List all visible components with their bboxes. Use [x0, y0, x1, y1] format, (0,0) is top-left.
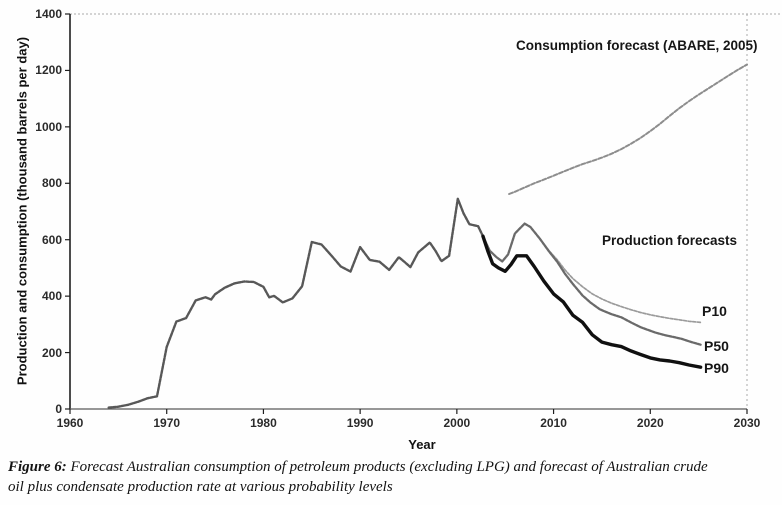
p90-series-label: P90 — [704, 360, 729, 376]
y-tick-label: 400 — [41, 289, 62, 304]
y-tick-label: 800 — [41, 176, 62, 191]
y-tick-label: 1200 — [35, 63, 62, 78]
x-tick-label: 1960 — [56, 416, 84, 430]
x-axis-title: Year — [408, 437, 436, 452]
consumption-forecast-annotation: Consumption forecast (ABARE, 2005) — [516, 38, 758, 53]
production-forecasts-annotation: Production forecasts — [602, 233, 738, 248]
x-tick-label: 2020 — [636, 416, 664, 430]
p50-series-label: P50 — [704, 338, 729, 354]
figure-caption-line1: Forecast Australian consumption of petroleum products (excluding LPG) and forecast of Australian crude — [70, 459, 708, 475]
y-tick-label: 1000 — [35, 119, 62, 134]
series-consumption_forecast-line — [509, 65, 747, 195]
x-tick-label: 2030 — [733, 416, 761, 430]
y-tick-label: 0 — [55, 402, 62, 416]
y-tick-label: 600 — [41, 232, 62, 247]
y-tick-label: 200 — [41, 345, 62, 360]
x-tick-label: 1970 — [153, 416, 181, 430]
series-p90-line — [483, 236, 701, 367]
figure-caption-line2: oil plus condensate production rate at various probability levels — [8, 478, 393, 495]
x-tick-label: 1990 — [346, 416, 374, 430]
y-tick-label: 1400 — [35, 7, 62, 21]
x-tick-label: 1980 — [250, 416, 277, 430]
figure-caption-number: Figure 6: — [8, 459, 71, 475]
x-tick-label: 2000 — [443, 416, 471, 430]
x-tick-label: 2010 — [540, 416, 567, 430]
y-axis-title: Production and consumption (thousand barrels per day) — [14, 36, 30, 386]
figure-caption — [8, 458, 780, 497]
p10-series-label: P10 — [702, 303, 727, 319]
series-historical_production-line — [109, 199, 483, 408]
